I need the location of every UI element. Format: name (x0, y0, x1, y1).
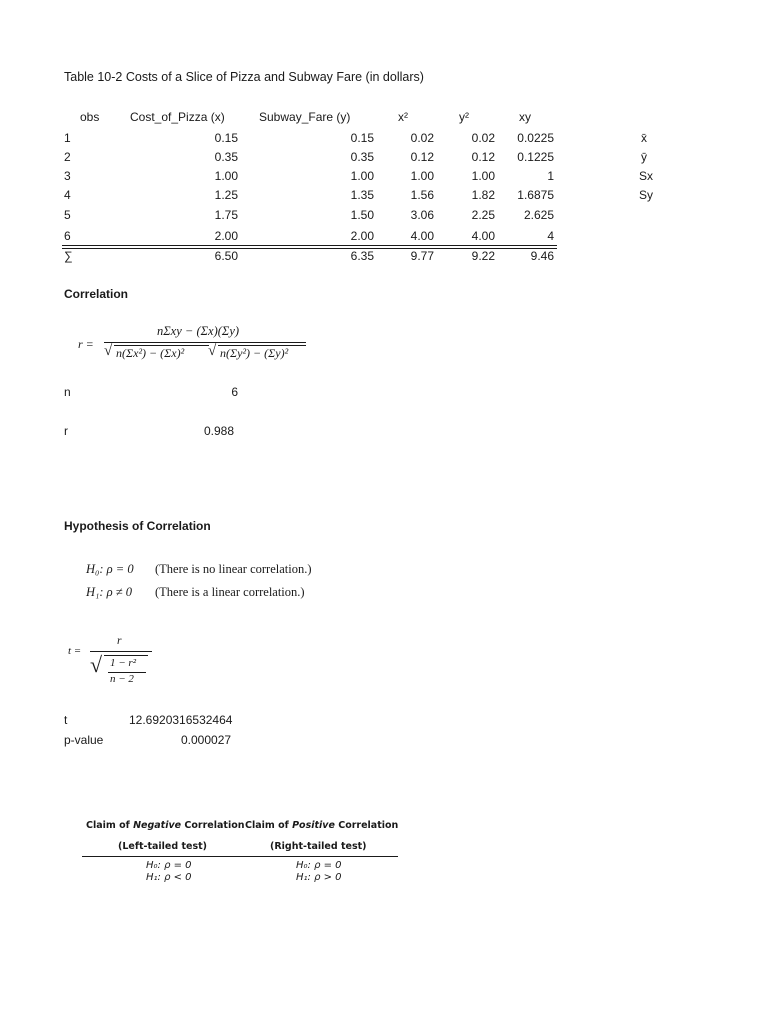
cell-obs: 5 (64, 208, 71, 222)
t-label: t (64, 713, 68, 727)
header-obs: obs (80, 110, 100, 124)
sqrt-icon: √ (104, 343, 113, 359)
claim-positive-heading (245, 820, 398, 831)
claim-positive-word: Positive (292, 820, 335, 831)
claim-negative-suffix: Correlation (181, 820, 245, 831)
formula-r-eq: r = (78, 337, 94, 351)
cell-y2: 1.82 (471, 188, 495, 202)
claim-positive-prefix: Claim of (245, 820, 293, 831)
sum-x: 6.50 (214, 249, 238, 263)
cell-y: 0.35 (350, 150, 374, 164)
cell-xy: 4 (547, 229, 554, 243)
sum-y2: 9.22 (471, 249, 495, 263)
claim-negative-heading (86, 820, 245, 831)
cell-obs: 2 (64, 150, 71, 164)
formula-fraction-bar (104, 342, 306, 343)
formula-denominator-left: n(Σx²) − (Σx)² (116, 346, 185, 360)
cell-y: 0.15 (350, 131, 374, 145)
cell-y2: 1.00 (471, 169, 495, 183)
sqrt-icon: √ (90, 652, 103, 677)
sum-symbol: ∑ (64, 249, 73, 263)
cell-y2: 0.12 (471, 150, 495, 164)
cell-y: 2.00 (350, 229, 374, 243)
t-inner-denominator: n − 2 (110, 673, 134, 685)
cell-x: 0.15 (214, 131, 238, 145)
cell-xy: 1.6875 (517, 188, 554, 202)
cell-xy: 2.625 (523, 208, 554, 222)
t-inner-numerator: 1 − r² (110, 657, 137, 669)
sum-xy: 9.46 (530, 249, 554, 263)
cell-y: 1.00 (350, 169, 374, 183)
claim-negative-prefix: Claim of (86, 820, 134, 831)
cell-x2: 4.00 (410, 229, 434, 243)
right-tailed-label: (Right-tailed test) (270, 841, 367, 852)
sum-rule-top (62, 245, 557, 246)
sqrt-icon: √ (208, 343, 217, 359)
table-title: Table 10-2 Costs of a Slice of Pizza and Subway Fare (in dollars) (64, 70, 424, 84)
cell-obs: 4 (64, 188, 71, 202)
h0-statement: H₀: ρ = 0 (86, 562, 134, 576)
cell-obs: 6 (64, 229, 71, 243)
p-value: 0.000027 (181, 733, 232, 747)
sx-label: Sx (639, 169, 654, 183)
cell-x: 2.00 (214, 229, 238, 243)
sum-y: 6.35 (350, 249, 374, 263)
cell-x2: 1.56 (410, 188, 434, 202)
t-formula-numerator: r (117, 635, 122, 647)
hypothesis-heading: Hypothesis of Correlation (64, 519, 211, 533)
cell-obs: 1 (64, 131, 71, 145)
header-y-squared: y² (459, 110, 469, 124)
sy-label: Sy (639, 188, 654, 202)
cell-y2: 0.02 (471, 131, 495, 145)
header-cost-of-pizza: Cost_of_Pizza (x) (130, 110, 225, 124)
cell-xy: 0.0225 (517, 131, 554, 145)
cell-x2: 0.02 (410, 131, 434, 145)
cell-xy: 0.1225 (517, 150, 554, 164)
p-value-label: p-value (64, 733, 104, 747)
correlation-heading: Correlation (64, 287, 129, 301)
t-sqrt-bar (104, 655, 148, 656)
cell-y: 1.35 (350, 188, 374, 202)
right-h1: H₁: ρ > 0 (296, 872, 342, 883)
claim-positive-suffix: Correlation (334, 820, 399, 831)
h1-statement: H₁: ρ ≠ 0 (86, 585, 133, 599)
header-subway-fare: Subway_Fare (y) (259, 110, 351, 124)
claim-negative-word: Negative (133, 820, 182, 831)
cell-x: 1.00 (214, 169, 238, 183)
h1-description: (There is a linear correlation.) (155, 585, 305, 599)
mean-x-label: x̄ (641, 131, 647, 145)
n-label: n (64, 385, 71, 399)
formula-t-eq: t = (68, 645, 82, 657)
cell-x2: 3.06 (410, 208, 434, 222)
cell-x2: 1.00 (410, 169, 434, 183)
r-value: 0.988 (203, 424, 234, 438)
n-value: 6 (231, 385, 238, 399)
header-x-squared: x² (398, 110, 408, 124)
mean-y-label: ȳ (641, 150, 647, 164)
cell-y2: 2.25 (471, 208, 495, 222)
left-tailed-label: (Left-tailed test) (118, 841, 207, 852)
claims-rule (82, 856, 398, 857)
right-h0: H₀: ρ = 0 (296, 860, 342, 871)
h0-description: (There is no linear correlation.) (155, 562, 312, 576)
cell-xy: 1 (547, 169, 554, 183)
r-label: r (64, 424, 68, 438)
cell-y: 1.50 (350, 208, 374, 222)
sum-x2: 9.77 (410, 249, 434, 263)
header-xy: xy (519, 110, 531, 124)
cell-x: 1.75 (214, 208, 238, 222)
cell-obs: 3 (64, 169, 71, 183)
cell-x: 1.25 (214, 188, 238, 202)
formula-numerator: nΣxy − (Σx)(Σy) (157, 324, 240, 338)
formula-denominator-right: n(Σy²) − (Σy)² (220, 346, 289, 360)
left-h0: H₀: ρ = 0 (146, 860, 192, 871)
cell-x: 0.35 (214, 150, 238, 164)
left-h1: H₁: ρ < 0 (146, 872, 192, 883)
t-value: 12.6920316532464 (129, 713, 233, 727)
cell-x2: 0.12 (410, 150, 434, 164)
cell-y2: 4.00 (471, 229, 495, 243)
